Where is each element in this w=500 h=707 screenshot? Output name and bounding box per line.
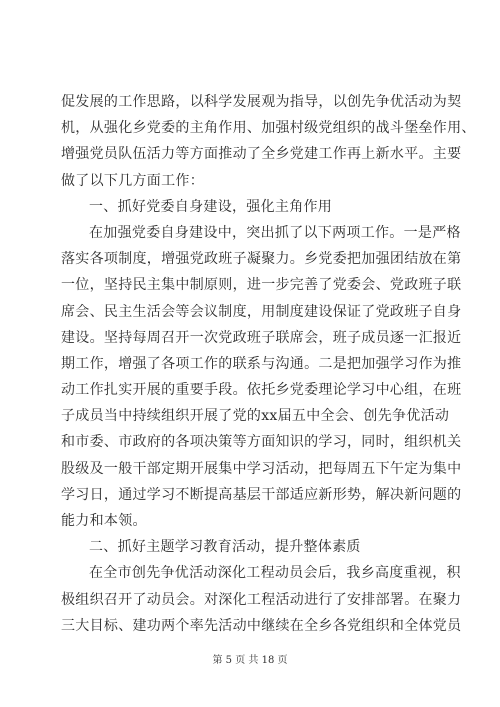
text-line: 一位，坚持民主集中制原则，进一步完善了党委会、党政班子联 [61, 277, 462, 294]
text-line: 增强党员队伍活力等方面推动了全乡党建工作再上新水平。主要 [61, 146, 462, 163]
text-line: 能力和本领。 [61, 513, 147, 529]
section-heading-2: 二、抓好主题学习教育活动，提升整体素质 [89, 539, 361, 556]
text-line: 三大目标、建功两个率先活动中继续在全乡各党组织和全体党员 [61, 617, 462, 634]
text-line: 极组织召开了动员会。对深化工程活动进行了安排部署。在聚力 [61, 591, 462, 608]
document-body [61, 89, 476, 639]
text-line: 建设。坚持每周召开一次党政班子联席会，班子成员逐一汇报近 [61, 329, 462, 346]
text-line: 在加强党委自身建设中，突出抓了以下两项工作。一是严格 [89, 224, 461, 241]
text-line: 在全市创先争优活动深化工程动员会后，我乡高度重视，积 [89, 565, 461, 582]
text-line: 促发展的工作思路，以科学发展观为指导，以创先争优活动为契 [61, 94, 462, 110]
section-heading-1: 一、抓好党委自身建设，强化主角作用 [89, 198, 333, 215]
text-line: 和市委、市政府的各项决策等方面知识的学习，同时，组织机关 [61, 434, 462, 451]
text-line: 期工作，增强了各项工作的联系与沟通。二是把加强学习作为推 [61, 355, 462, 372]
text-line: 机，从强化乡党委的主角作用、加强村级党组织的战斗堡垒作用、 [61, 120, 476, 137]
text-line: 席会、民主生活会等会议制度，用制度建设保证了党政班子自身 [61, 303, 462, 320]
text-line: 股级及一般干部定期开展集中学习活动，把每周五下午定为集中 [61, 460, 462, 477]
text-line: 做了以下几方面工作： [61, 172, 204, 189]
text-line: 落实各项制度，增强党政班子凝聚力。乡党委把加强团结放在第 [61, 251, 462, 268]
text-line: 子成员当中持续组织开展了党的xx届五中全会、创先争优活动 [61, 408, 450, 425]
page-number-footer: 第 5 页 共 18 页 [212, 655, 288, 666]
text-line: 动工作扎实开展的重要手段。依托乡党委理论学习中心组，在班 [61, 382, 462, 399]
text-line: 学习日，通过学习不断提高基层干部适应新形势，解决新问题的 [61, 486, 462, 503]
